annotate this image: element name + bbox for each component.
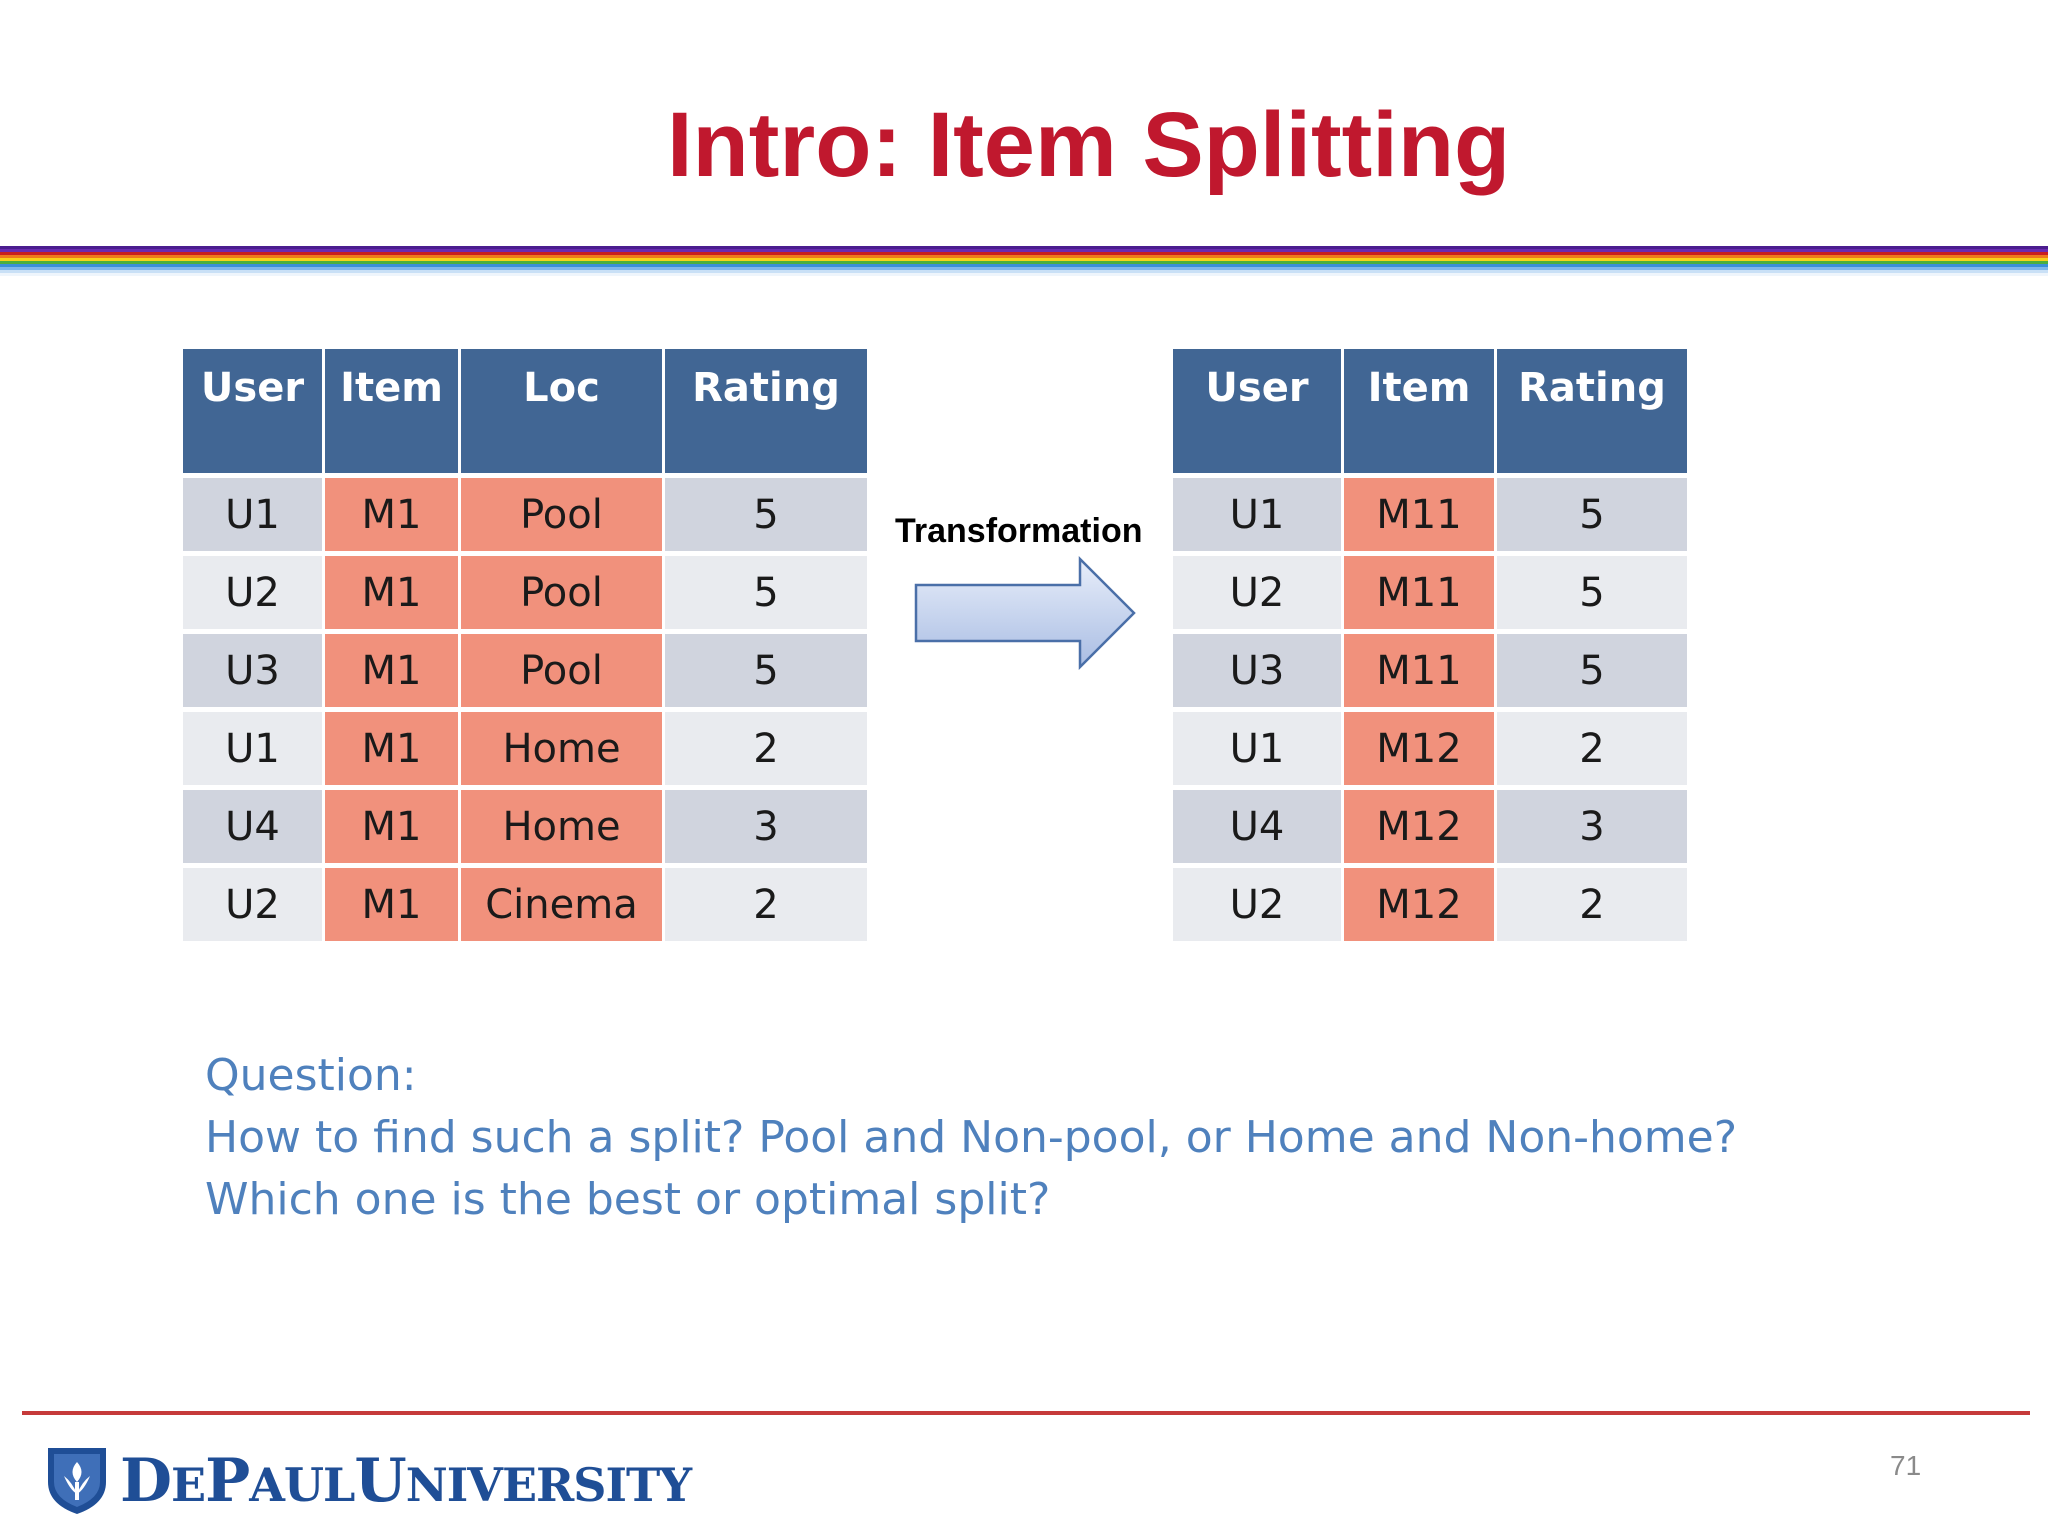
cell-loc: Home: [461, 790, 662, 863]
cell-rating: 3: [1497, 790, 1687, 863]
table-row: [183, 634, 867, 707]
cell-rating: 2: [1497, 712, 1687, 785]
table-row: [183, 868, 867, 941]
cell-item: M11: [1344, 556, 1494, 629]
col-header-loc: Loc: [461, 349, 662, 473]
cell-user: U2: [183, 868, 322, 941]
slide-title: Intro: Item Splitting: [667, 94, 1511, 196]
right-arrow-icon: [912, 555, 1142, 670]
col-header-item: Item: [325, 349, 458, 473]
table-row: [183, 556, 867, 629]
col-header-rating: Rating: [1497, 349, 1687, 473]
cell-user: U1: [183, 478, 322, 551]
cell-rating: 2: [1497, 868, 1687, 941]
cell-user: U3: [183, 634, 322, 707]
cell-user: U4: [1173, 790, 1341, 863]
logo-wordmark: [120, 1446, 691, 1516]
cell-user: U3: [1173, 634, 1341, 707]
original-ratings-table: [180, 344, 870, 946]
cell-rating: 5: [665, 478, 867, 551]
cell-item: M12: [1344, 868, 1494, 941]
table-row: [1173, 868, 1687, 941]
cell-rating: 5: [1497, 556, 1687, 629]
cell-rating: 5: [1497, 478, 1687, 551]
col-header-user: User: [1173, 349, 1341, 473]
logo-letter: U: [354, 1446, 406, 1516]
rainbow-divider: [0, 246, 2048, 280]
transformation-label: Transformation: [895, 512, 1143, 550]
cell-user: U2: [183, 556, 322, 629]
question-text: [205, 1045, 1737, 1231]
cell-user: U1: [1173, 712, 1341, 785]
cell-loc: Home: [461, 712, 662, 785]
shield-icon: [44, 1442, 110, 1516]
footer-divider: [22, 1411, 2030, 1415]
cell-user: U2: [1173, 556, 1341, 629]
cell-item: M12: [1344, 712, 1494, 785]
page-number: 71: [1890, 1450, 1922, 1481]
question-heading: Question:: [205, 1050, 417, 1101]
col-header-rating: Rating: [665, 349, 867, 473]
cell-rating: 5: [665, 556, 867, 629]
question-line: Which one is the best or optimal split?: [205, 1174, 1051, 1225]
cell-rating: 2: [665, 868, 867, 941]
cell-loc: Pool: [461, 478, 662, 551]
question-line: How to find such a split? Pool and Non-pool, or Home and Non-home?: [205, 1112, 1738, 1163]
cell-item: M1: [325, 790, 458, 863]
cell-item: M1: [325, 634, 458, 707]
cell-user: U1: [1173, 478, 1341, 551]
table-row: [1173, 790, 1687, 863]
table-row: [1173, 478, 1687, 551]
cell-loc: Cinema: [461, 868, 662, 941]
split-ratings-table: [1170, 344, 1690, 946]
table-row: [1173, 712, 1687, 785]
cell-loc: Pool: [461, 556, 662, 629]
cell-item: M1: [325, 712, 458, 785]
logo-letters: AUL: [249, 1458, 355, 1512]
col-header-user: User: [183, 349, 322, 473]
cell-item: M11: [1344, 634, 1494, 707]
logo-letter: D: [120, 1446, 172, 1516]
table-row: [183, 478, 867, 551]
cell-rating: 3: [665, 790, 867, 863]
cell-item: M11: [1344, 478, 1494, 551]
table-row: [1173, 556, 1687, 629]
cell-user: U2: [1173, 868, 1341, 941]
depaul-university-logo: [44, 1438, 692, 1516]
cell-item: M1: [325, 478, 458, 551]
table-row: [1173, 634, 1687, 707]
table-row: [183, 790, 867, 863]
logo-letters: E: [171, 1458, 206, 1512]
cell-user: U1: [183, 712, 322, 785]
cell-item: M1: [325, 868, 458, 941]
table-row: [183, 712, 867, 785]
logo-letter: P: [205, 1446, 250, 1516]
cell-rating: 5: [1497, 634, 1687, 707]
cell-rating: 5: [665, 634, 867, 707]
cell-item: M1: [325, 556, 458, 629]
col-header-item: Item: [1344, 349, 1494, 473]
cell-loc: Pool: [461, 634, 662, 707]
cell-item: M12: [1344, 790, 1494, 863]
logo-letters: NIVERSITY: [405, 1458, 692, 1512]
cell-rating: 2: [665, 712, 867, 785]
cell-user: U4: [183, 790, 322, 863]
